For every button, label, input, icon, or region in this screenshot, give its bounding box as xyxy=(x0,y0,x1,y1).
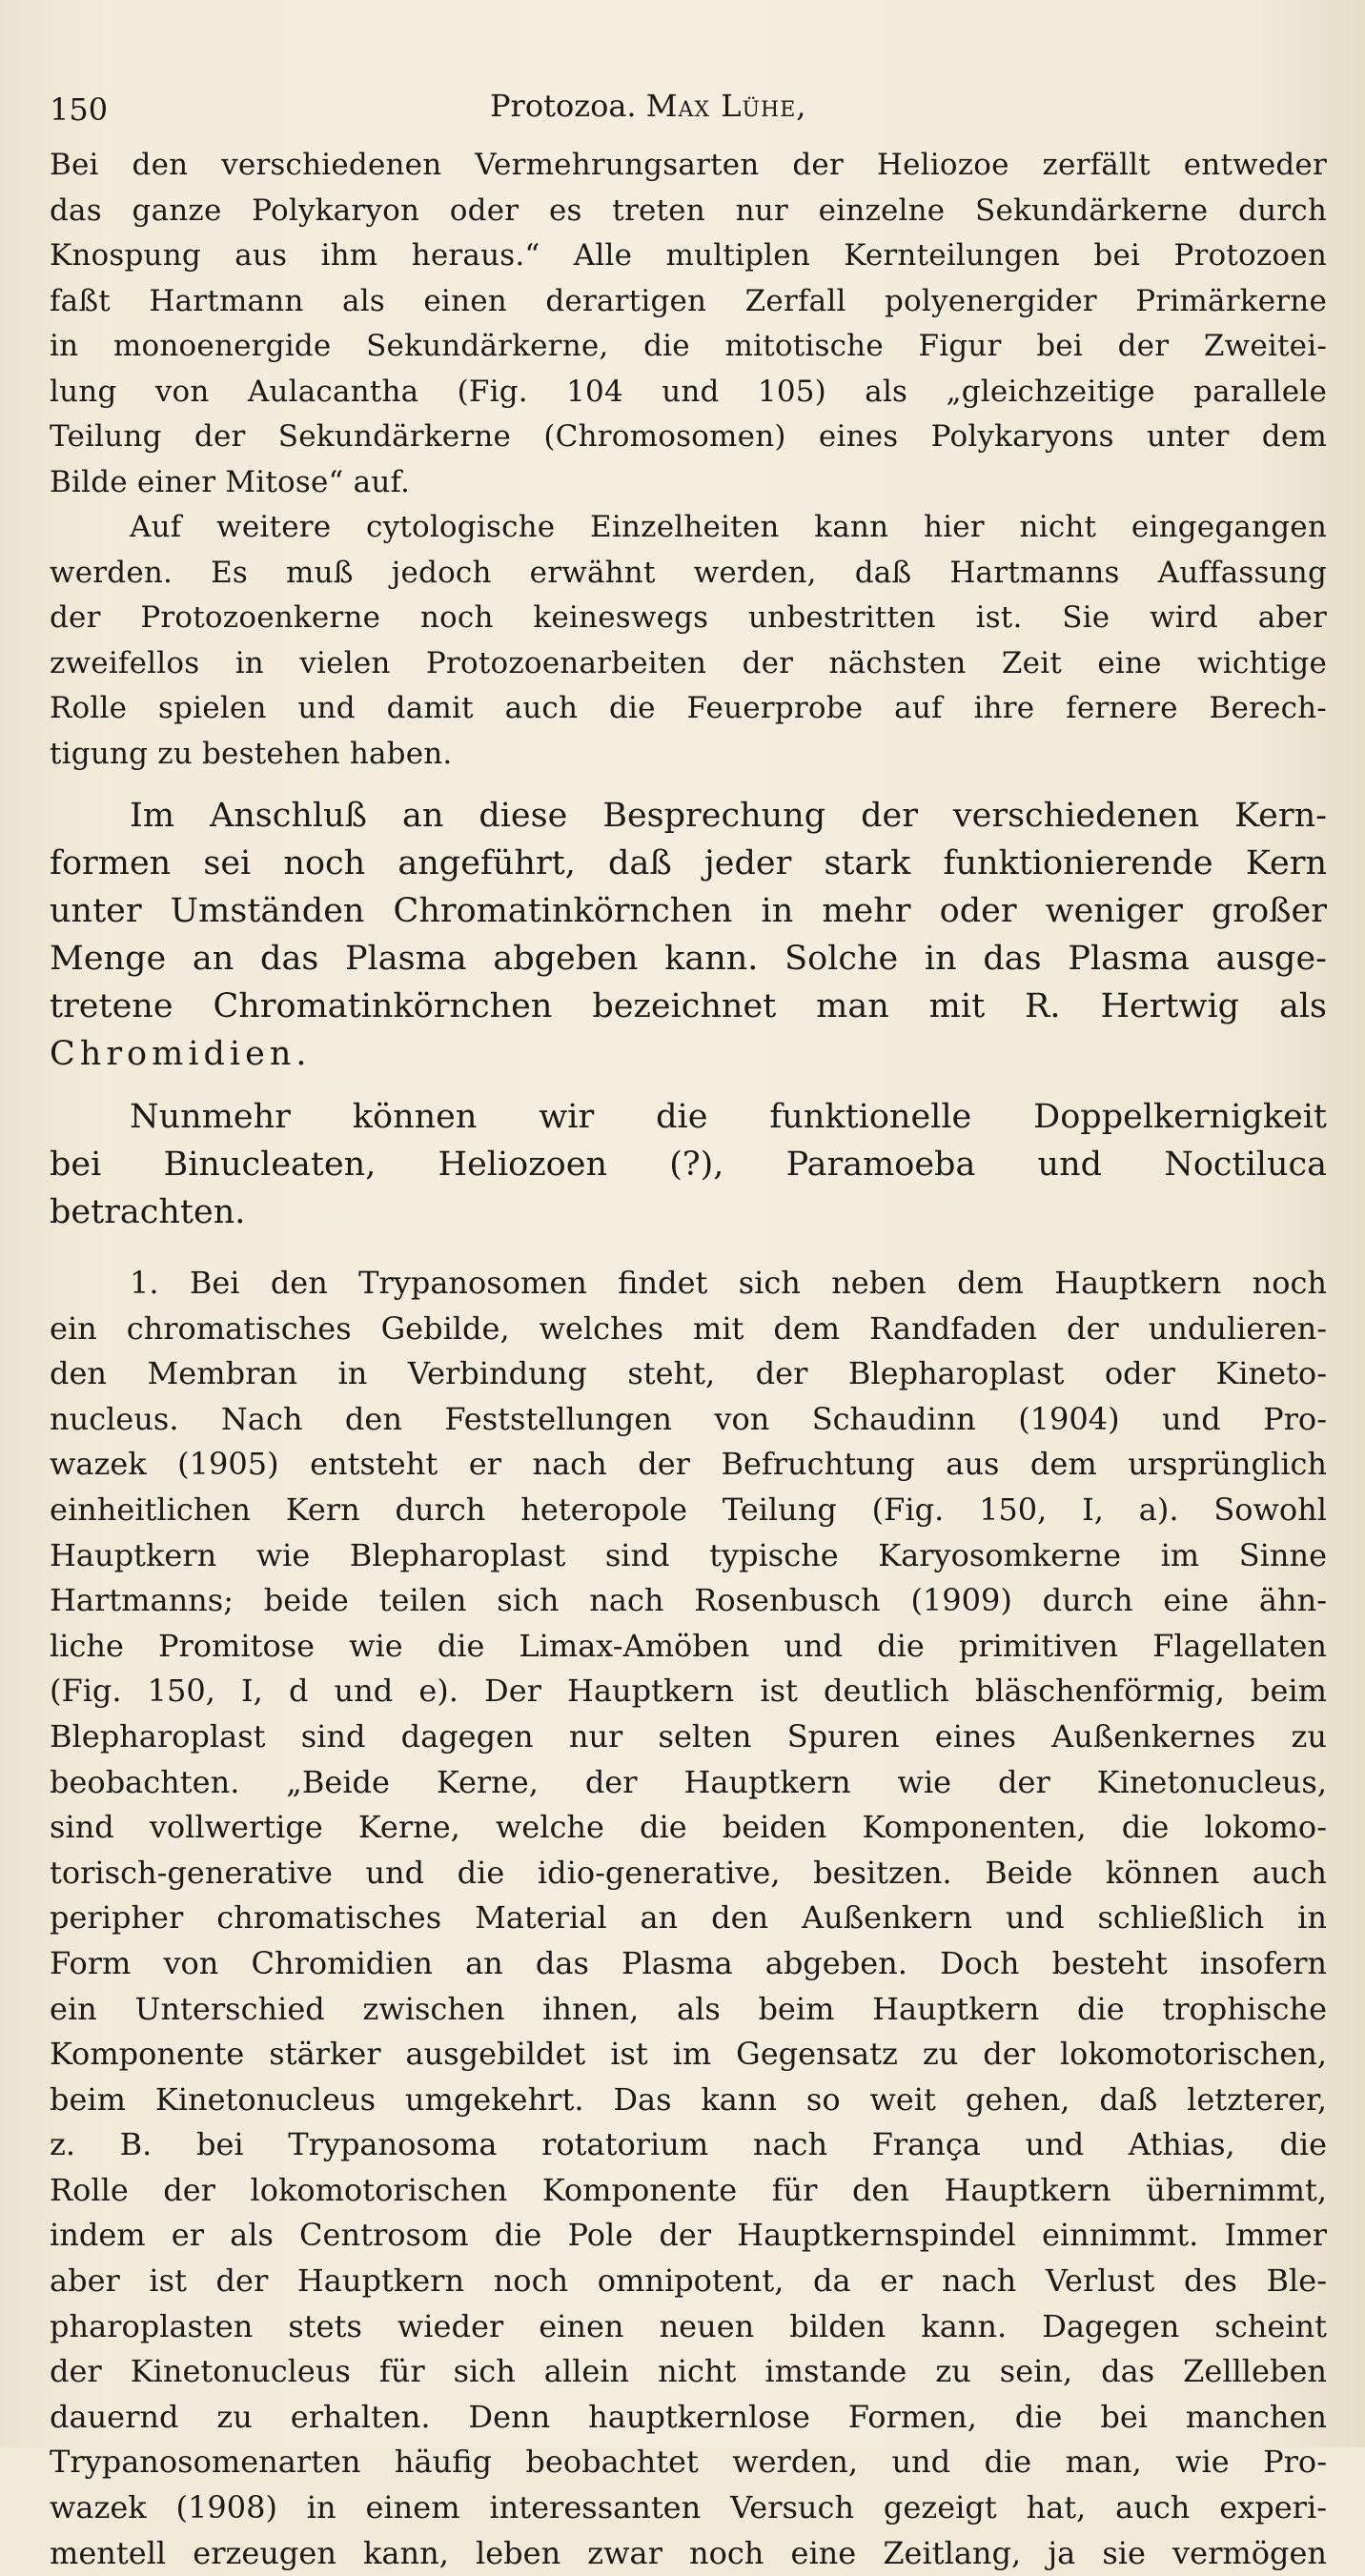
text-line: in monoenergide Sekundärkerne, die mitotische Figur bei der Zweitei- xyxy=(50,329,1327,363)
text-line: Hauptkern wie Blepharoplast sind typische Karyosomkerne im Sinne xyxy=(50,1536,1327,1573)
text-line: unter Umständen Chromatinkörnchen in mehr oder weniger großer xyxy=(50,892,1327,930)
text-line: Form von Chromidien an das Plasma abgeben. Doch besteht insofern xyxy=(50,1944,1327,1981)
running-title-author: Max Lühe, xyxy=(645,88,807,124)
text-line: (Fig. 150, I, d und e). Der Hauptkern ist deutlich bläschenförmig, beim xyxy=(50,1673,1327,1710)
text-line: Knospung aus ihm heraus.“ Alle multiplen Kernteilungen bei Protozoen xyxy=(50,238,1327,273)
text-line: Hartmanns; beide teilen sich nach Rosenbusch (1909) durch eine ähn- xyxy=(50,1582,1327,1619)
text-line: einheitlichen Kern durch heteropole Teilung (Fig. 150, I, a). Sowohl xyxy=(50,1491,1327,1528)
text-line: Komponente stärker ausgebildet ist im Gegensatz zu der lokomotorischen, xyxy=(50,2036,1327,2073)
text-line: Menge an das Plasma abgeben kann. Solche in das Plasma ausge- xyxy=(50,940,1327,978)
text-line: wazek (1908) in einem interessanten Versuch gezeigt hat, auch experi- xyxy=(50,2489,1327,2526)
text-line: lung von Aulacantha (Fig. 104 und 105) als „gleichzeitige parallele xyxy=(50,374,1327,409)
text-line: nucleus. Nach den Feststellungen von Schaudinn (1904) und Pro- xyxy=(50,1400,1327,1437)
running-title xyxy=(490,88,806,124)
text-line: das ganze Polykaryon oder es treten nur einzelne Sekundärkerne durch xyxy=(50,193,1327,228)
text-line: dauernd zu erhalten. Denn hauptkernlose Formen, die bei manchen xyxy=(50,2398,1327,2435)
text-line: mentell erzeugen kann, leben zwar noch eine Zeitlang, ja sie vermögen xyxy=(50,2534,1327,2571)
text-line: formen sei noch angeführt, daß jeder stark funktionierende Kern xyxy=(50,844,1327,882)
text-line: liche Promitose wie die Limax-Amöben und die primitiven Flagellaten xyxy=(50,1627,1327,1664)
text-line: peripher chromatisches Material an den Außenkern und schließlich in xyxy=(50,1899,1327,1937)
text-line: der Protozoenkerne noch keineswegs unbestritten ist. Sie wird aber xyxy=(50,600,1327,635)
text-line: bei Binucleaten, Heliozoen (?), Paramoeba und Noctiluca xyxy=(50,1146,1327,1184)
text-line: Bilde einer Mitose“ auf. xyxy=(50,464,411,499)
text-line: Rolle spielen und damit auch die Feuerprobe auf ihre fernere Berech- xyxy=(50,691,1327,725)
text-line: Im Anschluß an diese Besprechung der verschiedenen Kern- xyxy=(130,797,1327,835)
text-line: beobachten. „Beide Kerne, der Hauptkern wie der Kinetonucleus, xyxy=(50,1763,1327,1800)
text-line: der Kinetonucleus für sich allein nicht imstande zu sein, das Zellleben xyxy=(50,2353,1327,2390)
paragraph-4 xyxy=(50,1093,1327,1236)
text-line: Nunmehr können wir die funktionelle Doppelkernigkeit xyxy=(130,1098,1327,1136)
page-number: 150 xyxy=(50,91,109,128)
text-line: Blepharoplast sind dagegen nur selten Spuren eines Außenkernes zu xyxy=(50,1717,1327,1755)
text-line: 1. Bei den Trypanosomen findet sich neben dem Hauptkern noch xyxy=(130,1265,1327,1301)
text-line: tretene Chromatinkörnchen bezeichnet man mit R. Hertwig als xyxy=(50,987,1327,1025)
paragraph-5 xyxy=(50,1261,1327,2576)
text-line: faßt Hartmann als einen derartigen Zerfall polyenergider Primärkerne xyxy=(50,283,1327,318)
running-title-prefix: Protozoa. xyxy=(490,88,637,124)
text-line: indem er als Centrosom die Pole der Hauptkernspindel einnimmt. Immer xyxy=(50,2217,1327,2254)
text-line: Trypanosomenarten häufig beobachtet werden, und die man, wie Pro- xyxy=(50,2444,1327,2481)
text-line: ein chromatisches Gebilde, welches mit dem Randfaden der undulieren- xyxy=(50,1309,1327,1347)
text-line: wazek (1905) entsteht er nach der Befruchtung aus dem ursprünglich xyxy=(50,1446,1327,1483)
text-line: tigung zu bestehen haben. xyxy=(50,736,453,771)
text-line: Teilung der Sekundärkerne (Chromosomen) eines Polykaryons unter dem xyxy=(50,419,1327,454)
text-line: Auf weitere cytologische Einzelheiten kann hier nicht eingegangen xyxy=(130,510,1327,544)
text-line: aber ist der Hauptkern noch omnipotent, da er nach Verlust des Ble- xyxy=(50,2262,1327,2300)
text-line: zweifellos in vielen Protozoenarbeiten der nächsten Zeit eine wichtige xyxy=(50,645,1327,680)
text-line: den Membran in Verbindung steht, der Blepharoplast oder Kineto- xyxy=(50,1355,1327,1392)
text-line: Bei den verschiedenen Vermehrungsarten der Heliozoe zerfällt entweder xyxy=(50,148,1327,182)
paragraph-3 xyxy=(50,792,1327,1078)
text-line: Rolle der lokomotorischen Komponente für den Hauptkern übernimmt, xyxy=(50,2171,1327,2208)
page-header xyxy=(50,76,1327,143)
text-line: sind vollwertige Kerne, welche die beiden Komponenten, die lokomo- xyxy=(50,1809,1327,1846)
text-line: werden. Es muß jedoch erwähnt werden, daß Hartmanns Auffassung xyxy=(50,555,1327,590)
paragraph-1 xyxy=(50,143,1327,505)
text-line: betrachten. xyxy=(50,1193,246,1231)
text-line: Chromidien. xyxy=(50,1035,312,1073)
paragraph-2 xyxy=(50,505,1327,777)
text-line: pharoplasten stets wieder einen neuen bilden kann. Dagegen scheint xyxy=(50,2307,1327,2344)
text-line: torisch-generative und die idio-generative, besitzen. Beide können auch xyxy=(50,1854,1327,1891)
text-line: beim Kinetonucleus umgekehrt. Das kann so weit gehen, daß letzterer, xyxy=(50,2080,1327,2118)
text-line: z. B. bei Trypanosoma rotatorium nach França und Athias, die xyxy=(50,2126,1327,2163)
text-line: ein Unterschied zwischen ihnen, als beim Hauptkern die trophische xyxy=(50,1990,1327,2027)
